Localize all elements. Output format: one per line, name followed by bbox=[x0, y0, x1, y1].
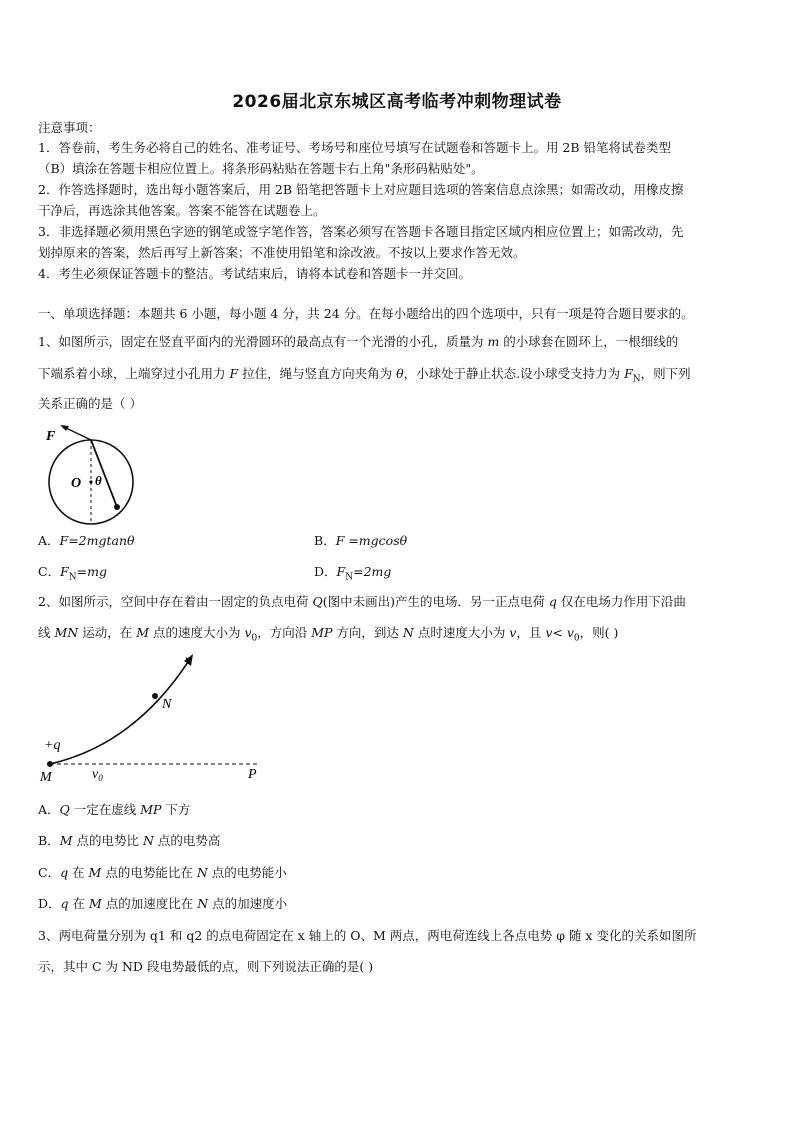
q1-stem-line1: 1、如图所示，固定在竖直平面内的光滑圆环的最高点有一个光滑的小孔，质量为 m 的小球套在圆环上，一根细线的 bbox=[38, 334, 679, 349]
q1-option-b: B．F =mgcosθ bbox=[314, 533, 408, 548]
center-label: O bbox=[71, 476, 82, 491]
q1-option-c: C．$F_N=mg$ bbox=[38, 564, 107, 583]
q2-stem-line2: 线 MN 运动，在 M 点的速度大小为 $v_0$，方向沿 MP 方向，到达 N 点时速度大小为 v，且 $v< v_0$，则( ) bbox=[38, 625, 619, 644]
notice-line: 划掉原来的答案，然后再写上新答案；不准使用铅笔和涂改液。不按以上要求作答无效。 bbox=[38, 245, 526, 260]
q3-stem-line1: 3、两电荷量分别为 q1 和 q2 的点电荷固定在 x 轴上的 O、M 两点，两电荷连线上各点电势 φ 随 x 变化的关系如图所 bbox=[38, 928, 697, 943]
notice-heading: 注意事项： bbox=[38, 120, 101, 135]
q1-option-d: D．$F_N=2mg$ bbox=[314, 564, 392, 583]
q2-stem-line1: 2、如图所示，空间中存在着由一固定的负点电荷 Q(图中未画出)产生的电场．另一正点电荷 q 仅在电场力作用下沿曲 bbox=[38, 594, 686, 609]
angle-label: θ bbox=[95, 473, 102, 488]
initial-velocity-label: $v_0$ bbox=[92, 767, 103, 783]
point-n-label: N bbox=[162, 697, 172, 712]
point-p-label: P bbox=[248, 767, 257, 782]
q2-option-d: D．q 在 M 点的加速度比在 N 点的加速度小 bbox=[38, 896, 288, 911]
q3-stem-line2: 示，其中 C 为 ND 段电势最低的点，则下列说法正确的是( ) bbox=[38, 959, 374, 974]
notice-line: 3．非选择题必须用黑色字迹的钢笔或签字笔作答，答案必须写在答题卡各题目指定区域内相应位置上；如需改动，先 bbox=[38, 224, 684, 239]
q2-option-b: B．M 点的电势比 N 点的电势高 bbox=[38, 833, 221, 848]
notice-line: （B）填涂在答题卡相应位置上。将条形码粘贴在答题卡右上角"条形码粘贴处"。 bbox=[38, 161, 484, 176]
force-label: F bbox=[46, 429, 56, 444]
notice-line: 4．考生必须保证答题卡的整洁。考试结束后，请将本试卷和答题卡一并交回。 bbox=[38, 266, 471, 281]
notice-line: 1．答卷前，考生务必将自己的姓名、准考证号、考场号和座位号填写在试题卷和答题卡上。用 2B 铅笔将试卷类型 bbox=[38, 140, 672, 155]
q2-option-a: A．Q 一定在虚线 MP 下方 bbox=[38, 802, 191, 817]
q2-option-c: C．q 在 M 点的电势能比在 N 点的电势能小 bbox=[38, 865, 287, 880]
q1-stem-line2: 下端系着小球，上端穿过小孔用力 F 拉住，绳与竖直方向夹角为 θ，小球处于静止状态.设小球受支持力为 $F_N$，则下列 bbox=[38, 366, 691, 385]
q1-stem-line3: 关系正确的是（ ） bbox=[38, 396, 142, 411]
notice-line: 2．作答选择题时，选出每小题答案后，用 2B 铅笔把答题卡上对应题目选项的答案信息点涂黑；如需改动，用橡皮擦 bbox=[38, 182, 684, 197]
velocity-label: v bbox=[185, 653, 192, 668]
page-title: 2026届北京东城区高考临考冲刺物理试卷 bbox=[232, 92, 562, 112]
q1-option-a: A．F=2mgtanθ bbox=[38, 533, 135, 548]
notice-line: 干净后，再选涂其他答案。答案不能答在试题卷上。 bbox=[38, 203, 326, 218]
point-m-label: M bbox=[40, 770, 52, 785]
charge-label: +q bbox=[44, 738, 61, 753]
q2-trajectory-figure bbox=[38, 650, 278, 785]
section-heading: 一、单项选择题：本题共 6 小题，每小题 4 分，共 24 分。在每小题给出的四个选项中，只有一项是符合题目要求的。 bbox=[38, 306, 694, 321]
q1-ring-figure bbox=[38, 422, 148, 527]
